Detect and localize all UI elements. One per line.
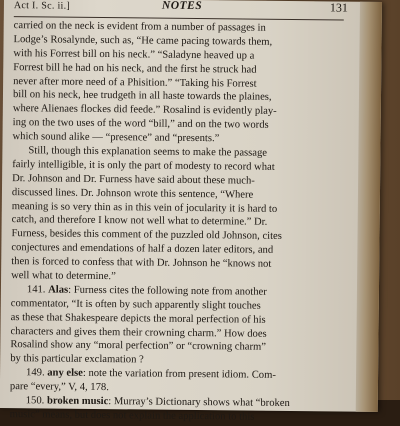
text-line: Dr. Johnson and Dr. Furness have said about these much- <box>12 172 255 187</box>
note-line: pare “every,” V, 4, 178. <box>9 381 109 394</box>
note-lemma: Alas <box>48 284 69 296</box>
text-line: then is forced to confess that with Dr. Johnson he “knows not <box>11 256 272 270</box>
text-line: fairly intelligible, it is only the part of modesty to record what <box>12 159 275 173</box>
text-line: Lodge’s Rosalynde, such as, “He came pacing towards them, <box>13 33 273 48</box>
note-line: Rosalind show any “moral perfection” or “crowning charm” <box>10 339 267 354</box>
text-line: where Alienaes flockes did feede.” Rosalind is evidently play- <box>12 103 277 118</box>
text-line: carried on the neck is evident from a number of passages in <box>13 20 266 34</box>
note-150 <box>10 394 340 425</box>
running-title: NOTES <box>161 0 203 13</box>
text-line: with his Forrest bill on his neck.” “Saladyne heaved up a <box>13 47 255 62</box>
note-line: by this particular exclamation ? <box>10 353 144 366</box>
note-number: 149. <box>26 367 45 379</box>
page-edge <box>356 2 382 412</box>
note-text: : note the variation from present idiom. Com- <box>82 368 276 382</box>
note-number: 141. <box>26 284 46 296</box>
text-line: Furness, besides this comment of the puzzled old Johnson, cites <box>11 228 282 243</box>
note-141 <box>10 283 341 370</box>
page-number: 131 <box>329 0 348 15</box>
note-line: as these that Shakespeare depicts the moral perfection of his <box>10 311 266 326</box>
text-line: discussed lines. Dr. Johnson wrote this sentence, “Where <box>11 186 254 201</box>
note-line: music” means, but does not explain the application to this <box>9 409 255 423</box>
note-text: : Furness cites the following note from another <box>68 284 267 298</box>
text-line: which sound alike — “presence” and “presents.” <box>12 131 220 145</box>
text-line: ing on the two uses of the word “bill,” and on the two words <box>12 117 269 132</box>
act-scene-reference: Act I. Sc. ii.] <box>13 0 71 12</box>
note-text: : Murray’s Dictionary shows what “broken <box>108 396 290 410</box>
running-header <box>13 0 348 21</box>
text-line: catch, and therefore I know not well what to determine.” Dr. <box>11 214 268 229</box>
text-line: well what to determine.” <box>11 270 116 283</box>
note-line: characters and gives them their crowning charm.” How does <box>10 325 267 340</box>
note-number: 150. <box>25 395 45 407</box>
note-149 <box>10 366 340 397</box>
text-line: Forrest bill he had on his neck, and the first he struck had <box>13 61 257 76</box>
note-line: commentator, “It is often by such apparently slight touches <box>10 297 261 312</box>
text-line: never after more need of a Phisition.” “Taking his Forrest <box>13 75 257 90</box>
text-line: conjectures and emendations of half a dozen later editors, and <box>11 242 274 257</box>
text-line: meaning is so very thin as in this vein of jocularity it is hard to <box>11 200 278 215</box>
note-lemma: any else <box>47 367 83 380</box>
note-lemma: broken music <box>46 395 109 408</box>
page-content <box>9 0 348 425</box>
text-line: Still, though this explanation seems to make the passage <box>28 145 268 159</box>
text-line: bill on his neck, hee trudgeth in all haste towards the plaines, <box>12 89 272 104</box>
body-text <box>11 19 344 286</box>
